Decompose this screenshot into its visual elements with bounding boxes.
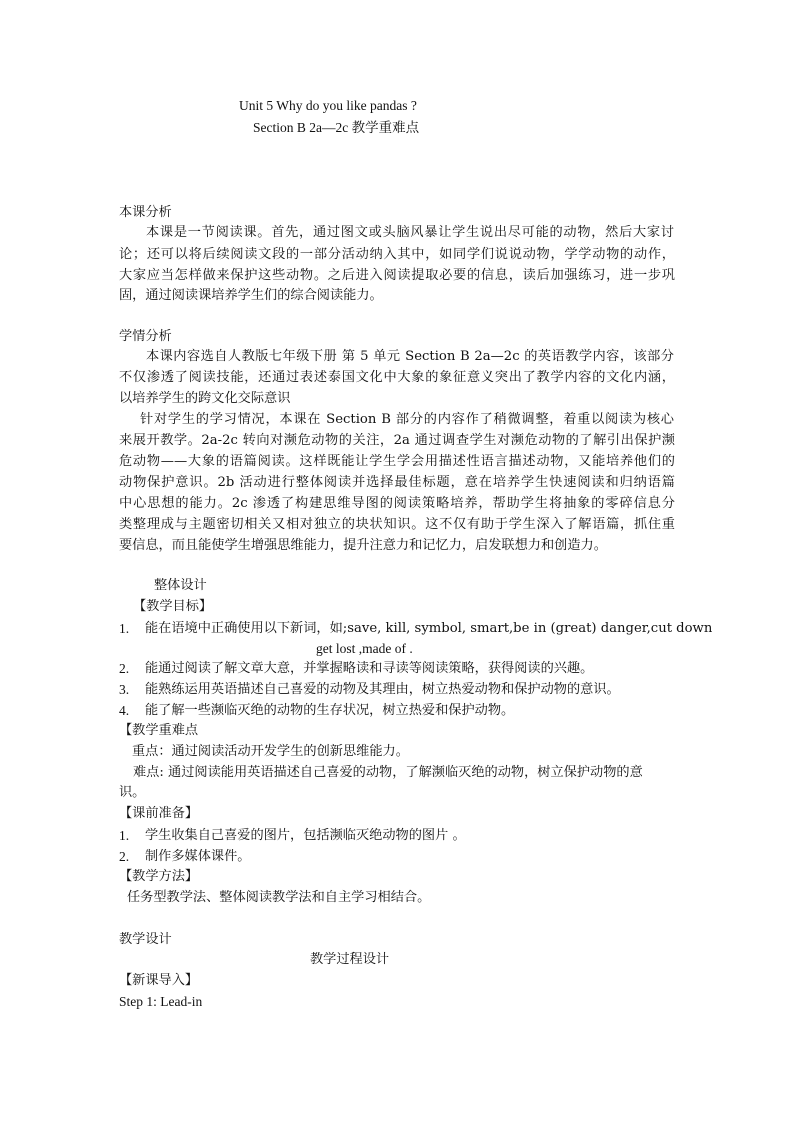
student-analysis-line: 动物保护意识。2b 活动进行整体阅读并选择最佳标题，意在培养学生快速阅读和归纳语篇 (119, 475, 675, 490)
document-subtitle: Section B 2a—2c 教学重难点 (253, 120, 420, 135)
student-analysis-line: 来展开教学。2a-2c 转向对濒危动物的关注，2a 通过调查学生对濒危动物的了解引出保护濒 (119, 433, 675, 448)
difficult-point-continued: 识。 (119, 785, 146, 800)
objective-number: 2. (119, 661, 130, 676)
student-analysis-line: 以培养学生的跨文化交际意识 (119, 391, 291, 406)
lesson-analysis-line: 论；还可以将后续阅读文段的一部分活动纳入其中，如同学们说说动物，学学动物的动作， (119, 247, 675, 262)
key-points-heading: 【教学重难点 (119, 723, 199, 738)
student-analysis-heading: 学情分析 (119, 329, 172, 344)
objective-number: 1. (119, 621, 130, 636)
teaching-design-heading: 教学设计 (119, 932, 172, 947)
document-title: Unit 5 Why do you like pandas ? (239, 98, 417, 113)
student-analysis-line: 类整理成与主题密切相关又相对独立的块状知识。这不仅有助于学生深入了解语篇，抓住重 (119, 517, 675, 532)
lesson-analysis-line: 大家应当怎样做来保护这些动物。之后进入阅读提取必要的信息，读后加强练习，进一步巩 (119, 268, 675, 283)
methods-text: 任务型教学法、整体阅读教学法和自主学习相结合。 (127, 890, 431, 905)
student-analysis-line: 不仅渗透了阅读技能，还通过表述泰国文化中大象的象征意义突出了教学内容的文化内涵， (119, 370, 675, 385)
overall-design-heading: 整体设计 (154, 578, 207, 593)
lesson-analysis-heading: 本课分析 (119, 205, 172, 220)
objective-text: 能在语境中正确使用以下新词，如;save, kill, symbol, smart,be in (great) danger,cut down (145, 621, 713, 636)
student-analysis-line: 针对学生的学习情况，本课在 Section B 部分的内容作了稍微调整，着重以阅读为核心 (140, 412, 674, 427)
preparation-heading: 【课前准备】 (119, 806, 199, 821)
preparation-item: 学生收集自己喜爱的图片，包括濒临灭绝动物的图片 。 (145, 828, 466, 843)
student-analysis-line: 危动物——大象的语篇阅读。这样既能让学生学会用描述性语言描述动物，又能培养他们的 (119, 454, 675, 469)
new-lesson-heading: 【新课导入】 (119, 973, 199, 988)
methods-heading: 【教学方法】 (119, 869, 199, 884)
key-point: 重点：通过阅读活动开发学生的创新思维能力。 (132, 744, 409, 759)
step-1-label: Step 1: Lead-in (119, 994, 203, 1009)
objective-text: 能通过阅读了解文章大意，并掌握略读和寻读等阅读策略，获得阅读的兴趣。 (145, 661, 594, 676)
objective-number: 4. (119, 703, 130, 718)
objective-text: 能了解一些濒临灭绝的动物的生存状况，树立热爱和保护动物。 (145, 703, 515, 718)
difficult-point: 难点: 通过阅读能用英语描述自己喜爱的动物，了解濒临灭绝的动物，树立保护动物的意 (133, 765, 643, 780)
objective-text: 能熟练运用英语描述自己喜爱的动物及其理由，树立热爱动物和保护动物的意识。 (145, 682, 620, 697)
objectives-heading: 【教学目标】 (133, 599, 213, 614)
student-analysis-line: 要信息，而且能使学生增强思维能力，提升注意力和记忆力，启发联想力和创造力。 (119, 538, 607, 553)
preparation-number: 2. (119, 849, 130, 864)
lesson-analysis-line: 本课是一节阅读课。首先，通过图文或头脑风暴让学生说出尽可能的动物，然后大家讨 (146, 225, 674, 240)
process-design-title: 教学过程设计 (310, 952, 390, 967)
preparation-number: 1. (119, 828, 130, 843)
student-analysis-line: 中心思想的能力。2c 渗透了构建思维导图的阅读策略培养，帮助学生将抽象的零碎信息分 (119, 496, 675, 511)
objective-text-continued: get lost ,made of . (316, 641, 413, 656)
objective-number: 3. (119, 682, 130, 697)
lesson-analysis-line: 固，通过阅读课培养学生们的综合阅读能力。 (119, 288, 383, 303)
preparation-item: 制作多媒体课件。 (145, 849, 251, 864)
student-analysis-line: 本课内容选自人教版七年级下册 第 5 单元 Section B 2a—2c 的英语教学内容，该部分 (146, 349, 674, 364)
